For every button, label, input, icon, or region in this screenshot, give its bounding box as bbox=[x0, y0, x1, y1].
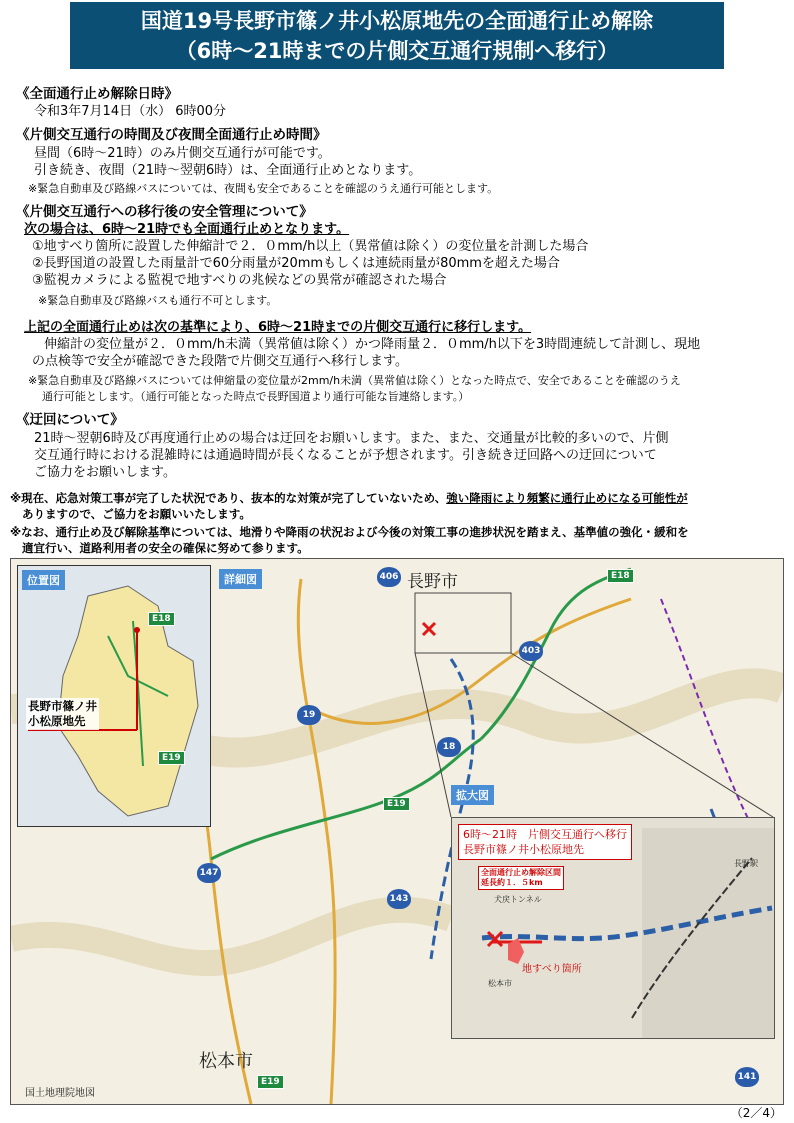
map-credit: 国土地理院地図 bbox=[25, 1088, 95, 1099]
route-147-shield: 147 bbox=[197, 863, 221, 883]
safety-item-2: ②長野国道の設置した雨量計で60分雨量が20mmもしくは連続雨量が80mmを超えた場合 bbox=[32, 256, 560, 271]
city-label-nagano: 長野市 bbox=[407, 572, 458, 592]
detour-line-3: ご協力をお願いします。 bbox=[34, 465, 176, 480]
route-141-shield: 141 bbox=[735, 1067, 759, 1087]
route-18-shield: 18 bbox=[437, 737, 461, 757]
warning-2a: ※なお、通行止め及び解除基準については、地滑りや降雨の状況および今後の対策工事の進捗状況を踏まえ、基準値の強化・緩和を bbox=[10, 525, 689, 539]
route-143-shield: 143 bbox=[387, 889, 411, 909]
zoom-section-box bbox=[478, 866, 564, 890]
warning-2 bbox=[10, 524, 785, 556]
route-e19-south-shield: E19 bbox=[257, 1075, 284, 1089]
zoom-map-tag: 拡大図 bbox=[451, 785, 494, 805]
page-header bbox=[70, 2, 724, 69]
zoom-note-1: 6時～21時 片側交互通行へ移行 bbox=[463, 828, 627, 841]
safety-item-3: ③監視カメラによる監視で地すべりの兆候などの異常が確認された場合 bbox=[32, 273, 447, 288]
inset-site-label-1: 長野市篠ノ井 bbox=[28, 699, 97, 713]
warning-1a: ※現在、応急対策工事が完了した状況であり、抜本的な対策が完了していないため、 bbox=[10, 491, 447, 505]
route-e19-shield: E19 bbox=[383, 797, 410, 811]
route-406-shield: 406 bbox=[377, 567, 401, 587]
route-e19-inset: E19 bbox=[158, 751, 185, 765]
safety-note: ※緊急自動車及び路線バスも通行不可とします。 bbox=[38, 294, 278, 307]
detour-line-1: 21時～翌朝6時及び再度通行止めの場合は迂回をお願いします。また、また、交通量が比較的多いので、片側 bbox=[34, 431, 669, 446]
section-heading-detour: 《迂回について》 bbox=[16, 412, 124, 428]
section-heading-hours: 《片側交互通行の時間及び夜間全面通行止め時間》 bbox=[16, 127, 327, 143]
tunnel-label: 犬戻トンネル bbox=[494, 895, 542, 904]
zoom-note-2: 長野市篠ノ井小松原地先 bbox=[463, 843, 584, 856]
hours-note: ※緊急自動車及び路線バスについては、夜間も安全であることを確認のうえ通行可能とします。 bbox=[28, 182, 499, 195]
release-datetime: 令和3年7月14日（水） 6時00分 bbox=[34, 104, 227, 119]
transition-body-1: 伸縮計の変位量が２．０mm/h未満（異常値は除く）かつ降雨量２．０mm/h以下を3時間連続して計測し、現地 bbox=[44, 337, 701, 352]
detail-map-tag: 詳細図 bbox=[219, 569, 262, 589]
route-19-shield: 19 bbox=[297, 705, 321, 725]
title-line-1: 国道19号長野市篠ノ井小松原地先の全面通行止め解除 bbox=[140, 9, 654, 33]
hours-line-2: 引き続き、夜間（21時～翌朝6時）は、全面通行止めとなります。 bbox=[34, 163, 422, 178]
transition-note-1: ※緊急自動車及び路線バスについては伸縮量の変位量が2mm/h未満（異常値は除く）となった時点で、安全であることを確認のうえ bbox=[28, 374, 681, 387]
landslide-label: 地すべり箇所 bbox=[522, 964, 582, 975]
transition-lead: 上記の全面通行止めは次の基準により、6時～21時までの片側交互通行に移行します。 bbox=[24, 320, 532, 335]
page-number: （2／4） bbox=[730, 1106, 782, 1120]
warning-2b: 適宜行い、道路利用者の安全の確保に努めて参ります。 bbox=[22, 541, 309, 555]
detour-line-2: 交互通行時における混雑時には通過時間が長くなることが予想されます。引き続き迂回路への迂回について bbox=[34, 448, 657, 463]
warning-1 bbox=[10, 490, 785, 522]
location-map-inset bbox=[17, 565, 211, 827]
inset-site-label-2: 小松原地先 bbox=[28, 714, 86, 728]
hours-line-1: 昼間（6時～21時）のみ片側交互通行が可能です。 bbox=[34, 146, 331, 161]
warning-1b: 強い降雨により頻繁に通行止めになる可能性が bbox=[446, 491, 688, 505]
zoom-length-label: 延長約１．５km bbox=[481, 878, 543, 887]
detail-map bbox=[10, 558, 784, 1105]
route-403-shield: 403 bbox=[519, 641, 543, 661]
city-label-matsumoto: 松本市 bbox=[199, 1051, 253, 1072]
route-e18-inset: E18 bbox=[148, 612, 175, 626]
safety-item-1: ①地すべり箇所に設置した伸縮計で２．０mm/h以上（異常値は除く）の変位量を計測した場合 bbox=[32, 239, 589, 254]
section-heading-release-time: 《全面通行止め解除日時》 bbox=[16, 86, 178, 102]
zoom-section-label: 全面通行止め解除区間 bbox=[481, 868, 561, 877]
title-line-2: （6時～21時までの片側交互通行規制へ移行） bbox=[175, 39, 619, 63]
transition-body-2: の点検等で安全が確認できた段階で片側交互通行へ移行します。 bbox=[32, 354, 408, 369]
transition-note-2: 通行可能とします。（通行可能となった時点で長野国道より通行可能な旨連絡します。） bbox=[42, 390, 470, 403]
location-map-tag: 位置図 bbox=[22, 570, 65, 590]
inset-site-label bbox=[26, 698, 99, 730]
route-e18-shield: E18 bbox=[607, 569, 634, 583]
zoom-map bbox=[451, 817, 775, 1039]
warning-1c: ありますので、ご協力をお願いいたします。 bbox=[22, 507, 251, 521]
section-heading-safety: 《片側交互通行への移行後の安全管理について》 bbox=[16, 204, 313, 220]
zoom-town-label: 松本市 bbox=[488, 979, 512, 988]
safety-lead: 次の場合は、6時～21時でも全面通行止めとなります。 bbox=[24, 222, 350, 237]
zoom-note bbox=[458, 824, 632, 860]
station-label: 長野駅 bbox=[734, 859, 758, 868]
location-map-shape bbox=[18, 566, 210, 826]
